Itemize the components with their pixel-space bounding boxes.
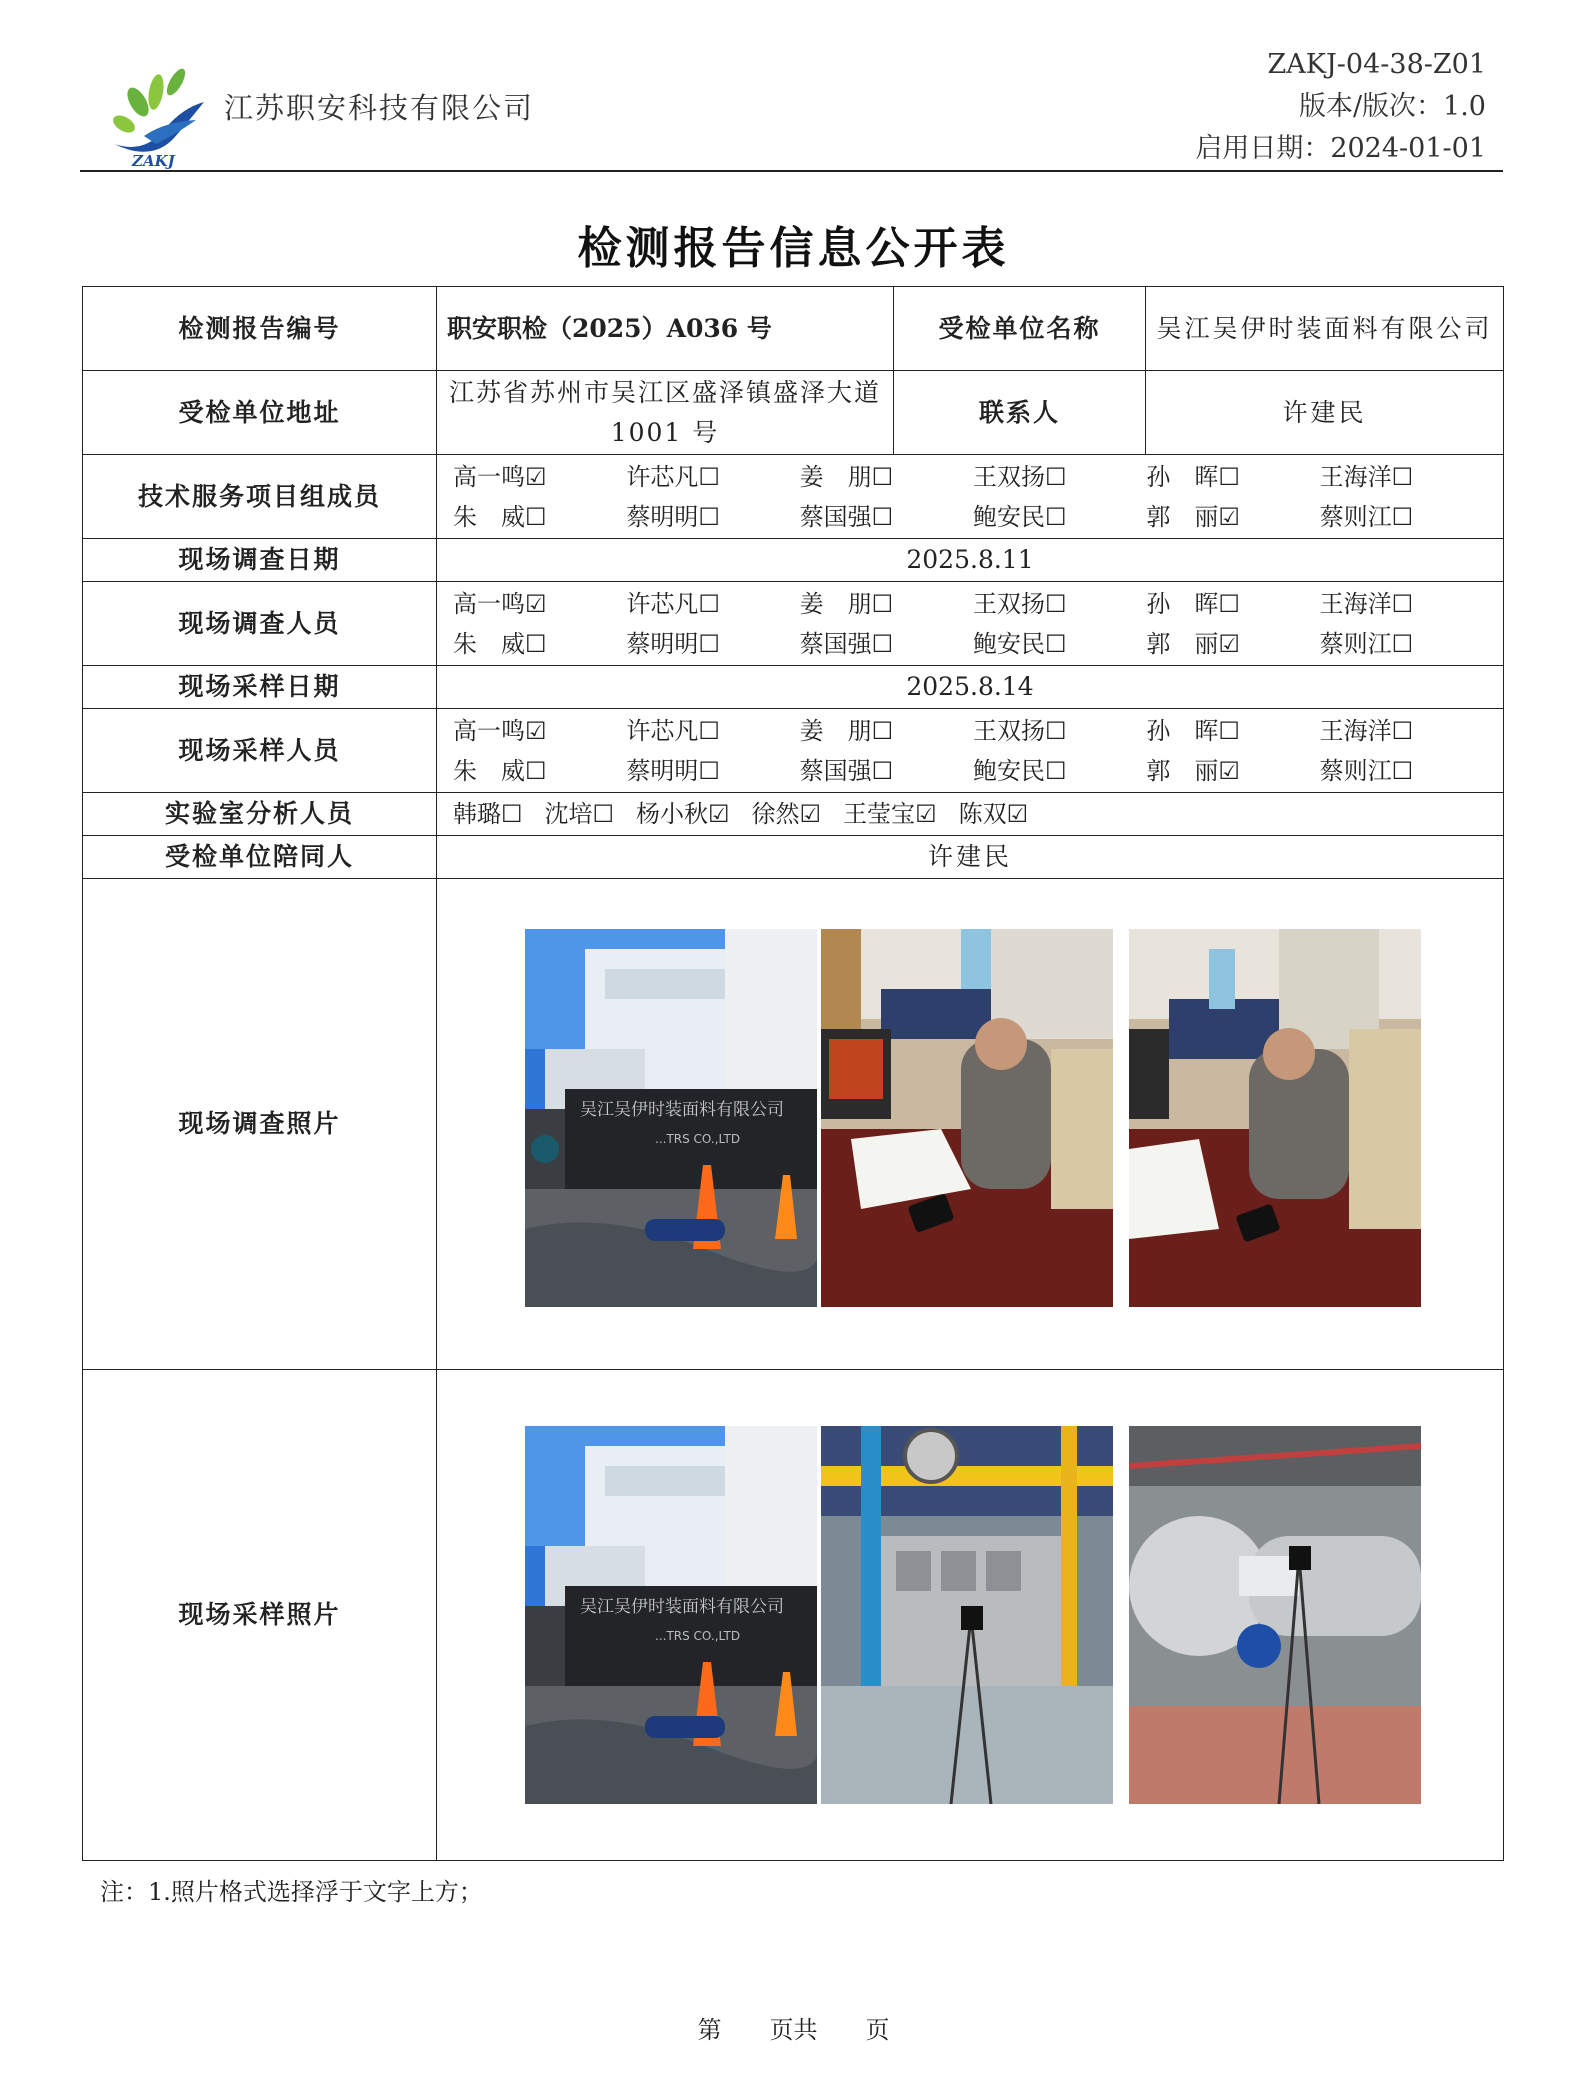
person-entry <box>843 800 937 828</box>
person-name: 高一鸣 <box>453 462 525 491</box>
report-no-label: 检测报告编号 <box>83 287 437 371</box>
header-divider <box>80 170 1503 172</box>
escort-value: 许建民 <box>437 836 1504 879</box>
survey-staff-label: 现场调查人员 <box>83 582 437 666</box>
checked-checkbox[interactable]: ☑ <box>525 462 547 491</box>
unchecked-checkbox[interactable]: ☐ <box>871 502 894 531</box>
info-table <box>82 286 1504 1861</box>
note-text: 注：1.照片格式选择浮于文字上方； <box>100 1878 483 1906</box>
checked-checkbox[interactable]: ☑ <box>915 800 937 828</box>
unchecked-checkbox[interactable]: ☐ <box>501 800 523 828</box>
checked-checkbox[interactable]: ☑ <box>1218 502 1240 531</box>
checked-checkbox[interactable]: ☑ <box>1218 629 1240 658</box>
person-entry <box>453 800 523 828</box>
person-name: 蔡明明 <box>626 629 699 658</box>
person-entry <box>1146 624 1319 664</box>
unchecked-checkbox[interactable]: ☐ <box>1391 589 1414 618</box>
person-entry <box>545 800 615 828</box>
table-row <box>83 455 1504 539</box>
person-name: 蔡明明 <box>626 756 699 785</box>
person-name: 鲍安民 <box>972 756 1045 785</box>
person-entry <box>1320 751 1493 791</box>
address-value: 江苏省苏州市吴江区盛泽镇盛泽大道 1001 号 <box>437 371 894 455</box>
unit-name-label: 受检单位名称 <box>894 287 1146 371</box>
person-entry <box>800 711 973 751</box>
person-entry <box>626 584 799 624</box>
survey-photos-cell <box>437 879 1504 1370</box>
person-name: 郭 丽 <box>1146 502 1219 531</box>
person-name: 王双扬 <box>972 716 1045 745</box>
checked-checkbox[interactable]: ☑ <box>525 589 547 618</box>
person-entry <box>800 751 973 791</box>
person-entry <box>636 800 730 828</box>
person-name: 蔡国强 <box>799 502 872 531</box>
person-entry <box>1146 584 1319 624</box>
survey-date-label: 现场调查日期 <box>83 539 437 582</box>
unchecked-checkbox[interactable]: ☐ <box>871 716 894 745</box>
person-entry <box>752 800 822 828</box>
sign-text-en: ...TRS CO.,LTD <box>655 1629 741 1643</box>
page-footer: 第 页共 页 <box>697 2016 890 2044</box>
escort-label: 受检单位陪同人 <box>83 836 437 879</box>
person-entry <box>1320 457 1493 497</box>
person-entry <box>453 711 626 751</box>
table-row <box>83 1370 1504 1861</box>
checked-checkbox[interactable]: ☑ <box>799 800 822 828</box>
person-entry <box>973 457 1146 497</box>
checked-checkbox[interactable]: ☑ <box>525 716 547 745</box>
unchecked-checkbox[interactable]: ☐ <box>1391 716 1414 745</box>
person-entry <box>800 497 973 537</box>
person-name: 朱 威 <box>453 502 525 531</box>
document-meta <box>1195 44 1486 170</box>
photo-building-entrance-2 <box>525 1426 817 1804</box>
unchecked-checkbox[interactable]: ☐ <box>525 502 547 531</box>
person-entry <box>453 624 626 664</box>
contact-label: 联系人 <box>894 371 1146 455</box>
unchecked-checkbox[interactable]: ☐ <box>1218 589 1240 618</box>
checked-checkbox[interactable]: ☑ <box>1006 800 1029 828</box>
person-name: 许芯凡 <box>626 716 699 745</box>
sampling-photos-cell <box>437 1370 1504 1861</box>
person-name: 姜 朋 <box>799 716 872 745</box>
person-name: 鲍安民 <box>972 502 1045 531</box>
person-name: 许芯凡 <box>626 462 699 491</box>
sign-text-en: ...TRS CO.,LTD <box>655 1132 741 1146</box>
person-name: 郭 丽 <box>1146 629 1219 658</box>
person-entry <box>626 457 799 497</box>
person-entry <box>1320 497 1493 537</box>
person-entry <box>1320 624 1493 664</box>
person-entry <box>1320 711 1493 751</box>
sampling-photos-label: 现场采样照片 <box>83 1370 437 1861</box>
unchecked-checkbox[interactable]: ☐ <box>1218 462 1240 491</box>
photo-sampling-machine-2 <box>1129 1426 1421 1804</box>
unchecked-checkbox[interactable]: ☐ <box>698 502 720 531</box>
team-list <box>437 455 1504 539</box>
survey-date-value: 2025.8.11 <box>437 539 1504 582</box>
person-name: 陈双 <box>958 800 1007 828</box>
table-row <box>83 539 1504 582</box>
person-name: 蔡则江 <box>1319 629 1392 658</box>
unchecked-checkbox[interactable]: ☐ <box>1391 502 1414 531</box>
person-entry <box>973 751 1146 791</box>
person-entry <box>453 497 626 537</box>
person-name: 徐然 <box>751 800 800 828</box>
person-name: 许芯凡 <box>626 589 699 618</box>
person-entry <box>453 584 626 624</box>
unchecked-checkbox[interactable]: ☐ <box>698 716 720 745</box>
unchecked-checkbox[interactable]: ☐ <box>698 756 720 785</box>
person-entry <box>453 457 626 497</box>
sign-text-cn: 吴江吴伊时装面料有限公司 <box>580 1100 784 1120</box>
unit-name-value: 吴江吴伊时装面料有限公司 <box>1146 287 1504 371</box>
person-name: 王双扬 <box>972 462 1045 491</box>
unchecked-checkbox[interactable]: ☐ <box>871 756 894 785</box>
checked-checkbox[interactable]: ☑ <box>1218 756 1240 785</box>
unchecked-checkbox[interactable]: ☐ <box>1391 756 1414 785</box>
person-entry <box>800 457 973 497</box>
report-no-value: 职安职检（2025）A036 号 <box>437 287 894 371</box>
doc-code: ZAKJ-04-38-Z01 <box>1267 49 1486 80</box>
sampling-date-label: 现场采样日期 <box>83 666 437 709</box>
person-name: 蔡则江 <box>1319 756 1392 785</box>
person-entry <box>800 584 973 624</box>
person-entry <box>453 751 626 791</box>
logo-text: ZAKJ <box>132 152 175 170</box>
sampling-date-value: 2025.8.14 <box>437 666 1504 709</box>
person-entry <box>1320 584 1493 624</box>
person-entry <box>1146 751 1319 791</box>
table-row <box>83 836 1504 879</box>
unchecked-checkbox[interactable]: ☐ <box>1391 462 1414 491</box>
person-name: 韩璐 <box>453 800 501 828</box>
person-name: 王海洋 <box>1319 589 1392 618</box>
table-row <box>83 582 1504 666</box>
unchecked-checkbox[interactable]: ☐ <box>871 462 894 491</box>
person-entry <box>1146 711 1319 751</box>
unchecked-checkbox[interactable]: ☐ <box>871 589 894 618</box>
unchecked-checkbox[interactable]: ☐ <box>525 629 547 658</box>
checked-checkbox[interactable]: ☑ <box>708 800 730 828</box>
photo-sampling-machine-1 <box>821 1426 1113 1804</box>
doc-effective-date: 启用日期：2024-01-01 <box>1195 133 1486 164</box>
sign-text-cn: 吴江吴伊时装面料有限公司 <box>580 1597 784 1617</box>
page-title: 检测报告信息公开表 <box>577 223 1010 274</box>
person-name: 高一鸣 <box>453 589 525 618</box>
person-name: 姜 朋 <box>799 589 872 618</box>
company-name: 江苏职安科技有限公司 <box>224 91 535 125</box>
person-name: 杨小秋 <box>636 800 709 828</box>
person-entry <box>1146 497 1319 537</box>
table-row <box>83 793 1504 836</box>
address-label: 受检单位地址 <box>83 371 437 455</box>
unchecked-checkbox[interactable]: ☐ <box>592 800 615 828</box>
unchecked-checkbox[interactable]: ☐ <box>698 462 720 491</box>
person-entry <box>626 751 799 791</box>
person-name: 孙 晖 <box>1146 462 1219 491</box>
person-entry <box>1146 457 1319 497</box>
person-name: 鲍安民 <box>972 629 1045 658</box>
table-row <box>83 879 1504 1370</box>
sampling-staff-list <box>437 709 1504 793</box>
photo-office-interview-1 <box>821 929 1113 1307</box>
person-name: 姜 朋 <box>799 462 872 491</box>
person-name: 朱 威 <box>453 756 525 785</box>
unchecked-checkbox[interactable]: ☐ <box>1044 502 1067 531</box>
unchecked-checkbox[interactable]: ☐ <box>1044 629 1067 658</box>
unchecked-checkbox[interactable]: ☐ <box>1044 462 1067 491</box>
person-name: 朱 威 <box>453 629 525 658</box>
unchecked-checkbox[interactable]: ☐ <box>698 589 720 618</box>
table-row <box>83 709 1504 793</box>
zakj-logo <box>104 62 214 170</box>
person-name: 郭 丽 <box>1146 756 1219 785</box>
unchecked-checkbox[interactable]: ☐ <box>1044 716 1067 745</box>
person-entry <box>973 497 1146 537</box>
person-entry <box>973 624 1146 664</box>
survey-photos-label: 现场调查照片 <box>83 879 437 1370</box>
person-entry <box>973 584 1146 624</box>
person-name: 蔡国强 <box>799 756 872 785</box>
unchecked-checkbox[interactable]: ☐ <box>1044 756 1067 785</box>
person-name: 孙 晖 <box>1146 589 1219 618</box>
person-entry <box>626 624 799 664</box>
unchecked-checkbox[interactable]: ☐ <box>1044 589 1067 618</box>
table-row <box>83 287 1504 371</box>
photo-building-entrance <box>525 929 817 1307</box>
person-name: 蔡国强 <box>799 629 872 658</box>
person-entry <box>626 497 799 537</box>
unchecked-checkbox[interactable]: ☐ <box>1218 716 1240 745</box>
person-name: 蔡明明 <box>626 502 699 531</box>
doc-version: 版本/版次：1.0 <box>1298 91 1486 122</box>
person-name: 高一鸣 <box>453 716 525 745</box>
person-entry <box>959 800 1029 828</box>
lab-staff-list <box>437 793 1504 836</box>
person-name: 王莹宝 <box>843 800 916 828</box>
person-name: 沈培 <box>544 800 593 828</box>
person-entry <box>626 711 799 751</box>
person-name: 蔡则江 <box>1319 502 1392 531</box>
table-row <box>83 371 1504 455</box>
unchecked-checkbox[interactable]: ☐ <box>698 629 720 658</box>
person-name: 王海洋 <box>1319 462 1392 491</box>
person-name: 王双扬 <box>972 589 1045 618</box>
photo-office-interview-2 <box>1129 929 1421 1307</box>
person-entry <box>973 711 1146 751</box>
unchecked-checkbox[interactable]: ☐ <box>1391 629 1414 658</box>
unchecked-checkbox[interactable]: ☐ <box>525 756 547 785</box>
person-name: 王海洋 <box>1319 716 1392 745</box>
lab-staff-label: 实验室分析人员 <box>83 793 437 836</box>
table-row <box>83 666 1504 709</box>
person-entry <box>800 624 973 664</box>
survey-staff-list <box>437 582 1504 666</box>
sampling-staff-label: 现场采样人员 <box>83 709 437 793</box>
unchecked-checkbox[interactable]: ☐ <box>871 629 894 658</box>
team-label: 技术服务项目组成员 <box>83 455 437 539</box>
contact-value: 许建民 <box>1146 371 1504 455</box>
person-name: 孙 晖 <box>1146 716 1219 745</box>
